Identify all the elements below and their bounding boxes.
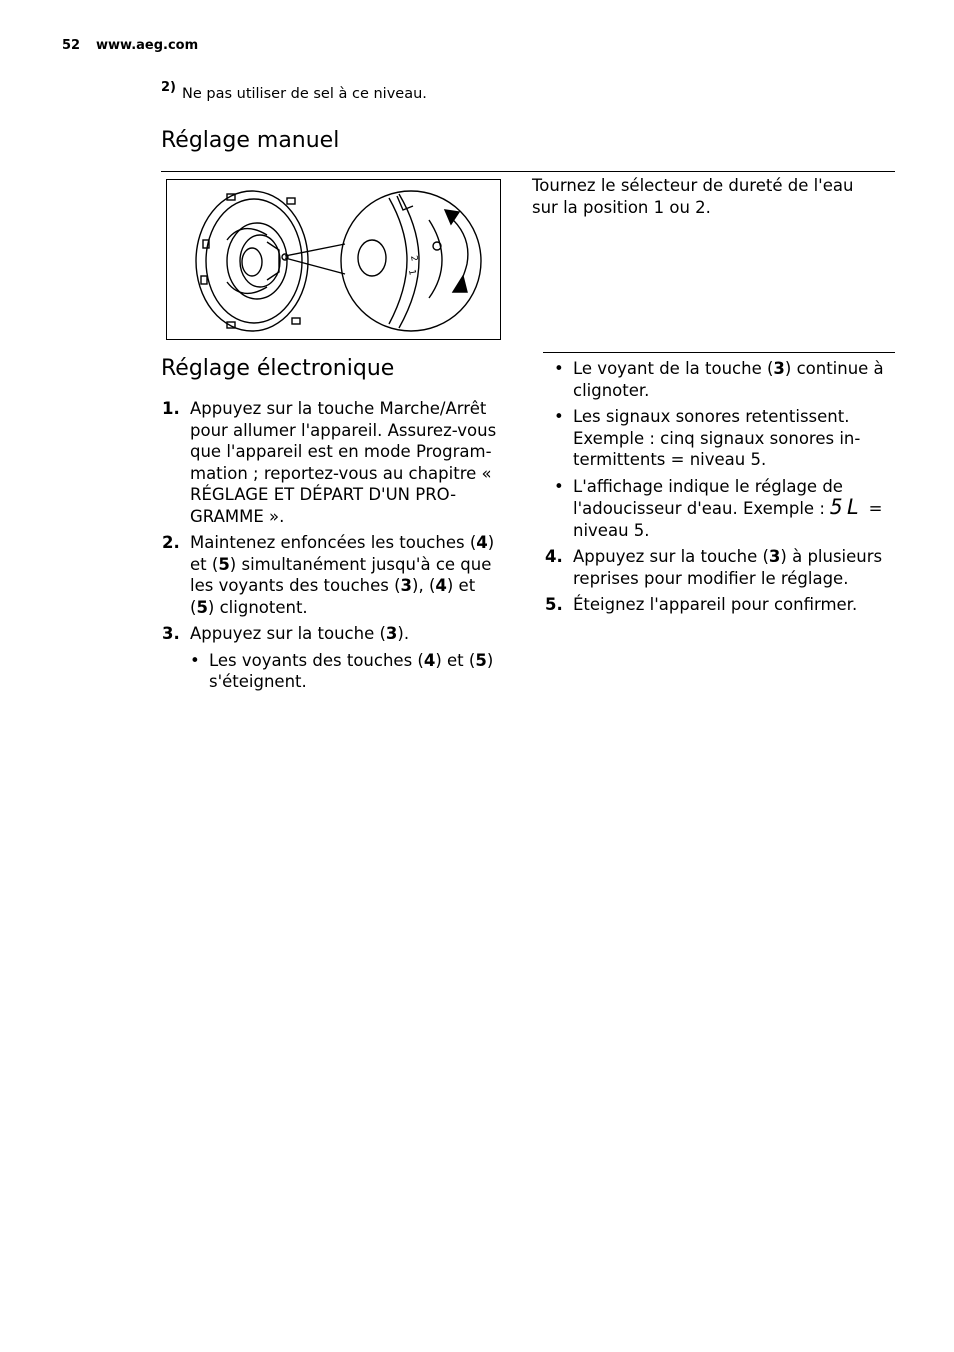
list-item: 4. Appuyez sur la touche (3) à plusieurs reprises pour modifier le réglage.: [545, 547, 883, 588]
bullet-item: • Les voyants des touches (4) et (5) s'éteignent.: [190, 650, 494, 691]
step-text: Maintenez enfoncées les touches (4) et (5) simultanément jusqu'à ce que les voyants des touches (3), (4) et (5) clignotent.: [190, 533, 495, 617]
list-item: 5. Éteignez l'appareil pour confirmer.: [545, 595, 858, 614]
bullet: •: [554, 359, 564, 378]
step-number: 4.: [545, 547, 563, 566]
bullet: •: [554, 407, 564, 426]
water-hardness-selector-figure: [166, 179, 501, 340]
section-divider: [161, 171, 895, 172]
footnote-mark: 2): [161, 80, 176, 95]
steps-list-right: [545, 358, 891, 621]
list-item: [162, 623, 500, 693]
site-url[interactable]: www.aeg.com: [96, 38, 199, 53]
page-number: 52: [62, 38, 81, 53]
bullet-item: • Les signaux sonores retentissent. Exemple : cinq signaux sonores in-termittents = niveau 5.: [554, 407, 861, 469]
list-item: [162, 398, 500, 527]
bullet-item: • L'affichage indique le réglage de l'adoucisseur d'eau. Exemple : 5L = niveau 5.: [554, 476, 883, 540]
selector-illustration: [167, 180, 500, 339]
display-readout: 5L: [830, 495, 864, 519]
position-label-2: 2: [408, 254, 419, 263]
footnote-text: Ne pas utiliser de sel à ce niveau.: [182, 86, 427, 102]
step-number: 1.: [162, 399, 180, 418]
step-number: 3.: [162, 624, 180, 643]
step-text: Appuyez sur la touche (3).: [190, 624, 410, 643]
bullet: •: [190, 650, 200, 670]
manual-instruction: Tournez le sélecteur de dureté de l'eau sur la position 1 ou 2.: [532, 176, 854, 217]
section-title-electronic: Réglage électronique: [161, 356, 395, 381]
bullet: •: [554, 476, 564, 496]
section-divider-right: [543, 352, 895, 353]
list-item: [162, 532, 500, 618]
step-number: 2.: [162, 533, 180, 552]
step-number: 5.: [545, 595, 563, 614]
section-title-manual: Réglage manuel: [161, 128, 340, 153]
step-text: Appuyez sur la touche Marche/Arrêt pour allumer l'appareil. Assurez-vous que l'appareil est en mode Program-mation ; reportez-vous au chapitre « RÉGLAGE ET DÉPART D'UN PRO-GRAMME ».: [190, 399, 497, 526]
position-label-1: 1: [406, 268, 417, 277]
steps-list-left: [162, 398, 500, 698]
bullet-item: • Le voyant de la touche (3) continue à clignoter.: [554, 359, 884, 400]
